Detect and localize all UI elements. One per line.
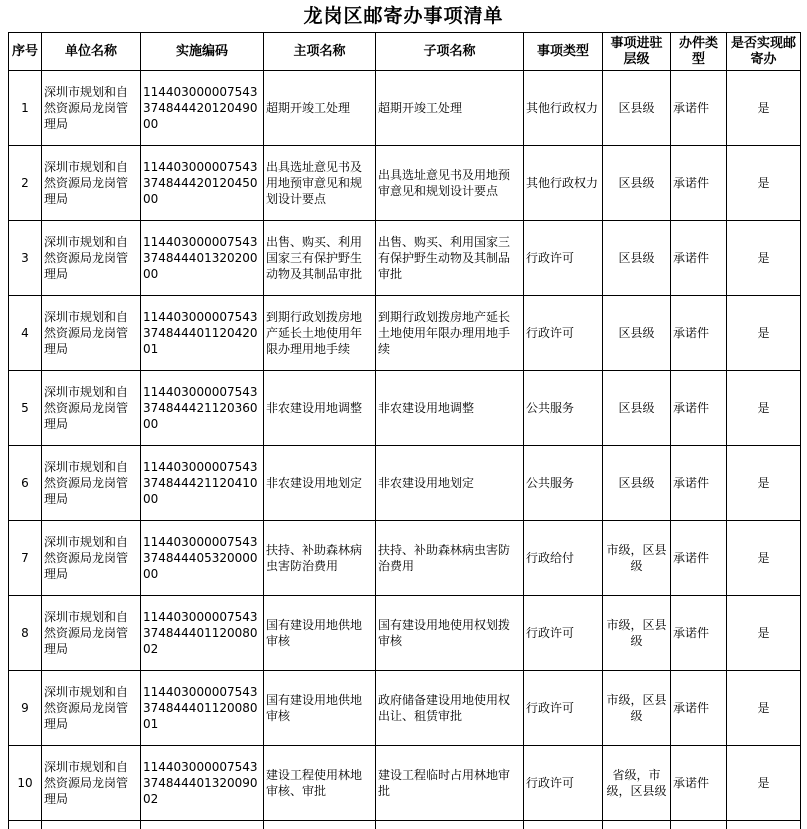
cell-level: 区县级: [603, 71, 671, 146]
cell-empty: [42, 821, 141, 829]
cell-main-item: 出具选址意见书及用地预审意见和规划设计要点: [264, 146, 376, 221]
column-header-item-type: 事项类型: [524, 33, 603, 71]
cell-case-type: 承诺件: [671, 521, 727, 596]
column-header-code: 实施编码: [141, 33, 264, 71]
cell-main-item: 建设工程使用林地审核、审批: [264, 746, 376, 821]
cell-sub-item: 建设工程临时占用林地审批: [376, 746, 524, 821]
column-header-sub-item: 子项名称: [376, 33, 524, 71]
table-row: [9, 446, 801, 521]
cell-sub-item: 非农建设用地划定: [376, 446, 524, 521]
cell-code: 11440300000754337484442012049000: [141, 71, 264, 146]
cell-no: 3: [9, 221, 42, 296]
cell-mail: 是: [727, 671, 801, 746]
cell-code: 11440300000754337484442112036000: [141, 371, 264, 446]
cell-level: 省级，市级，区县级: [603, 746, 671, 821]
cell-unit: 深圳市规划和自然资源局龙岗管理局: [42, 521, 141, 596]
table-row: [9, 746, 801, 821]
cell-unit: 深圳市规划和自然资源局龙岗管理局: [42, 71, 141, 146]
cell-sub-item: 出具选址意见书及用地预审意见和规划设计要点: [376, 146, 524, 221]
cell-sub-item: 国有建设用地使用权划拨审核: [376, 596, 524, 671]
cell-code: 11440300000754337484442112041000: [141, 446, 264, 521]
cell-sub-item: 到期行政划拨房地产延长土地使用年限办理用地手续: [376, 296, 524, 371]
items-table: [8, 32, 801, 829]
cell-sub-item: 扶持、补助森林病虫害防治费用: [376, 521, 524, 596]
cell-no: 10: [9, 746, 42, 821]
cell-unit: 深圳市规划和自然资源局龙岗管理局: [42, 671, 141, 746]
cell-item-type: 其他行政权力: [524, 71, 603, 146]
table-row: [9, 296, 801, 371]
cell-item-type: 行政许可: [524, 596, 603, 671]
cell-empty: [524, 821, 603, 829]
cell-no: 4: [9, 296, 42, 371]
cell-case-type: 承诺件: [671, 746, 727, 821]
cell-sub-item: 超期开竣工处理: [376, 71, 524, 146]
cell-item-type: 其他行政权力: [524, 146, 603, 221]
cell-code: 11440300000754337484440132009002: [141, 746, 264, 821]
cell-no: 6: [9, 446, 42, 521]
cell-mail: 是: [727, 371, 801, 446]
cell-mail: 是: [727, 596, 801, 671]
table-row: [9, 221, 801, 296]
cell-code: 11440300000754337484440112042001: [141, 296, 264, 371]
cell-code: 11440300000754337484440132020000: [141, 221, 264, 296]
cell-mail: 是: [727, 296, 801, 371]
cell-sub-item: 政府储备建设用地使用权出让、租赁审批: [376, 671, 524, 746]
cell-no: 2: [9, 146, 42, 221]
cell-case-type: 承诺件: [671, 446, 727, 521]
column-header-unit: 单位名称: [42, 33, 141, 71]
cell-main-item: 出售、购买、利用国家三有保护野生动物及其制品审批: [264, 221, 376, 296]
table-body: [9, 71, 801, 829]
cell-no: 1: [9, 71, 42, 146]
cell-empty: [603, 821, 671, 829]
column-header-no: 序号: [9, 33, 42, 71]
cell-main-item: 扶持、补助森林病虫害防治费用: [264, 521, 376, 596]
cell-mail: 是: [727, 146, 801, 221]
cell-unit: 深圳市规划和自然资源局龙岗管理局: [42, 296, 141, 371]
cell-unit: 深圳市规划和自然资源局龙岗管理局: [42, 221, 141, 296]
cell-mail: 是: [727, 746, 801, 821]
cell-item-type: 行政许可: [524, 671, 603, 746]
table-row: [9, 146, 801, 221]
cell-mail: 是: [727, 521, 801, 596]
cell-unit: 深圳市规划和自然资源局龙岗管理局: [42, 146, 141, 221]
cell-item-type: 行政许可: [524, 221, 603, 296]
cell-level: 区县级: [603, 296, 671, 371]
table-row: [9, 371, 801, 446]
cell-unit: 深圳市规划和自然资源局龙岗管理局: [42, 596, 141, 671]
cell-empty: [141, 821, 264, 829]
table-row: [9, 521, 801, 596]
cell-case-type: 承诺件: [671, 146, 727, 221]
cell-level: 市级，区县级: [603, 671, 671, 746]
table-row: [9, 671, 801, 746]
table-row: [9, 71, 801, 146]
cell-item-type: 行政许可: [524, 296, 603, 371]
column-header-main-item: 主项名称: [264, 33, 376, 71]
cell-case-type: 承诺件: [671, 71, 727, 146]
cell-mail: 是: [727, 221, 801, 296]
cell-case-type: 承诺件: [671, 671, 727, 746]
cell-case-type: 承诺件: [671, 221, 727, 296]
cell-no: 7: [9, 521, 42, 596]
cell-no: 5: [9, 371, 42, 446]
cell-code: 11440300000754337484440112008001: [141, 671, 264, 746]
column-header-case-type: 办件类型: [671, 33, 727, 71]
table-header-row: [9, 33, 801, 71]
cell-level: 区县级: [603, 371, 671, 446]
cell-empty: [9, 821, 42, 829]
cell-empty: [727, 821, 801, 829]
cell-code: 11440300000754337484442012045000: [141, 146, 264, 221]
cell-mail: 是: [727, 71, 801, 146]
cell-unit: 深圳市规划和自然资源局龙岗管理局: [42, 746, 141, 821]
cell-level: 区县级: [603, 446, 671, 521]
cell-sub-item: 非农建设用地调整: [376, 371, 524, 446]
cell-code: 11440300000754337484440112008002: [141, 596, 264, 671]
column-header-level: 事项进驻层级: [603, 33, 671, 71]
cell-mail: 是: [727, 446, 801, 521]
cell-main-item: 超期开竣工处理: [264, 71, 376, 146]
cell-case-type: 承诺件: [671, 371, 727, 446]
column-header-mail: 是否实现邮寄办: [727, 33, 801, 71]
cell-unit: 深圳市规划和自然资源局龙岗管理局: [42, 446, 141, 521]
cell-item-type: 公共服务: [524, 446, 603, 521]
table-row: [9, 596, 801, 671]
cell-sub-item: 出售、购买、利用国家三有保护野生动物及其制品审批: [376, 221, 524, 296]
cell-main-item: 国有建设用地供地审核: [264, 671, 376, 746]
cell-empty: [671, 821, 727, 829]
cell-no: 8: [9, 596, 42, 671]
cell-case-type: 承诺件: [671, 296, 727, 371]
cell-unit: 深圳市规划和自然资源局龙岗管理局: [42, 371, 141, 446]
cell-code: 11440300000754337484440532000000: [141, 521, 264, 596]
cell-case-type: 承诺件: [671, 596, 727, 671]
cell-empty: [376, 821, 524, 829]
cell-empty: [264, 821, 376, 829]
cell-level: 市级，区县级: [603, 521, 671, 596]
cell-item-type: 公共服务: [524, 371, 603, 446]
cell-main-item: 到期行政划拨房地产延长土地使用年限办理用地手续: [264, 296, 376, 371]
cell-item-type: 行政给付: [524, 521, 603, 596]
cell-main-item: 非农建设用地调整: [264, 371, 376, 446]
cell-level: 区县级: [603, 146, 671, 221]
cell-level: 区县级: [603, 221, 671, 296]
cell-main-item: 非农建设用地划定: [264, 446, 376, 521]
cell-level: 市级，区县级: [603, 596, 671, 671]
cell-no: 9: [9, 671, 42, 746]
page-title: 龙岗区邮寄办事项清单: [0, 0, 807, 32]
cell-item-type: 行政许可: [524, 746, 603, 821]
table-row-partial: [9, 821, 801, 829]
cell-main-item: 国有建设用地供地审核: [264, 596, 376, 671]
